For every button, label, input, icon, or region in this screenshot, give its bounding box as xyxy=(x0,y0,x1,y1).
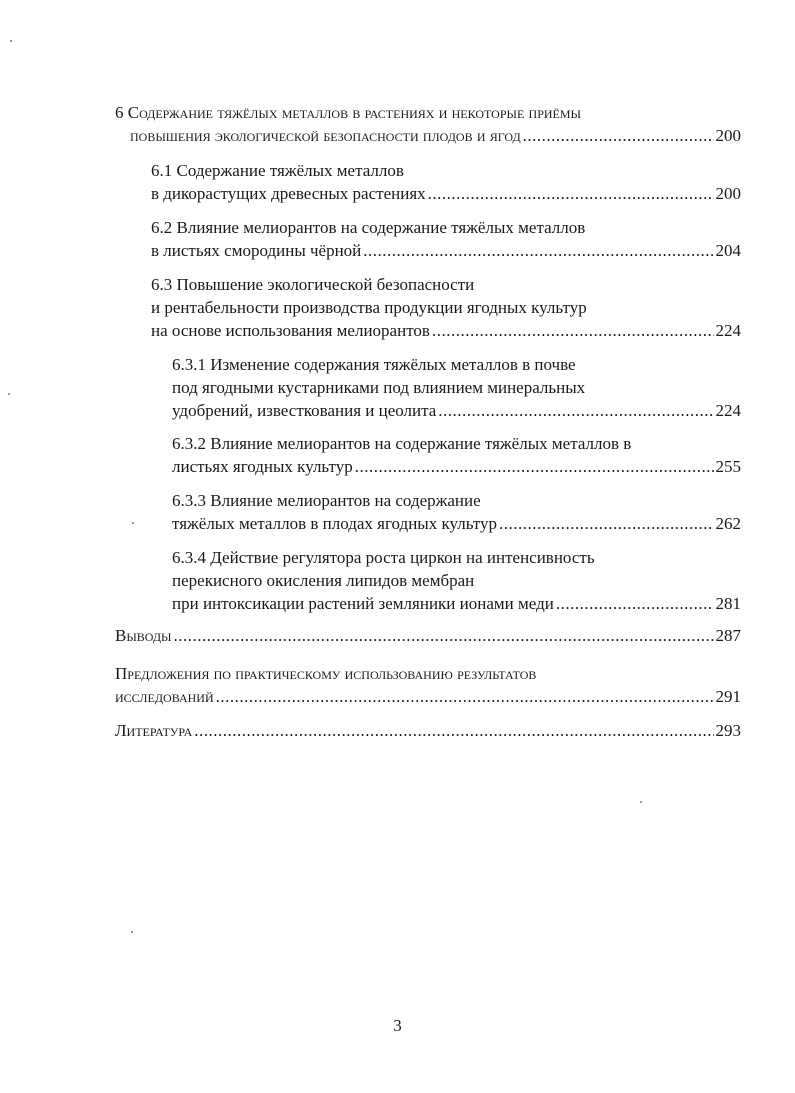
scan-speck xyxy=(8,393,10,395)
scan-speck xyxy=(132,522,134,524)
toc-title: удобрений, известкования и цеолита xyxy=(172,401,437,420)
page-ref: 291 xyxy=(715,687,741,706)
page-number: 3 xyxy=(393,1016,402,1035)
page-ref: 262 xyxy=(715,514,741,533)
toc-last-line xyxy=(151,319,741,342)
toc-title: в листьях смородины чёрной xyxy=(151,241,362,260)
toc-title: листьях ягодных культур xyxy=(172,457,353,476)
page-ref: 281 xyxy=(715,594,741,613)
leader-dots xyxy=(174,624,714,647)
leader-dots xyxy=(438,399,713,422)
toc-entry-6-3-2 xyxy=(172,432,741,478)
toc-entry-6-3 xyxy=(151,273,741,342)
leader-dots xyxy=(194,719,713,742)
toc-line: 6.3.2 Влияние мелиорантов на содержание тяжёлых металлов в xyxy=(172,434,632,453)
toc-last-line xyxy=(172,592,741,615)
leader-dots xyxy=(363,239,713,262)
page-ref: 287 xyxy=(715,626,741,645)
toc-last-line xyxy=(172,512,741,535)
leader-dots xyxy=(216,685,714,708)
toc-line: 6.3 Повышение экологической безопасности xyxy=(151,275,475,294)
page-ref: 200 xyxy=(715,184,741,203)
page-ref: 224 xyxy=(715,401,741,420)
page-ref: 224 xyxy=(715,321,741,340)
leader-dots xyxy=(523,124,714,147)
toc-line: 6.3.3 Влияние мелиорантов на содержание xyxy=(172,491,481,510)
toc-entry-proposals xyxy=(115,662,741,708)
toc-line: 6.3.4 Действие регулятора роста циркон на интенсивность xyxy=(172,548,595,567)
toc-entry-6-3-1 xyxy=(172,353,741,422)
toc-line: перекисного окисления липидов мембран xyxy=(172,571,475,590)
toc-entry-literature xyxy=(115,719,741,742)
toc-line: 6.2 Влияние мелиорантов на содержание тяжёлых металлов xyxy=(151,218,586,237)
page-ref: 204 xyxy=(715,241,741,260)
toc-title: в дикорастущих древесных растениях xyxy=(151,184,426,203)
leader-dots xyxy=(499,512,713,535)
scan-speck xyxy=(640,801,642,803)
toc-entry-6-2 xyxy=(151,216,741,262)
scan-speck xyxy=(10,40,12,42)
toc-title: Выводы xyxy=(115,626,172,645)
toc-line: 6.3.1 Изменение содержания тяжёлых металлов в почве xyxy=(172,355,576,374)
toc-line: под ягодными кустарниками под влиянием минеральных xyxy=(172,378,586,397)
toc-title: тяжёлых металлов в плодах ягодных культур xyxy=(172,514,498,533)
leader-dots xyxy=(556,592,714,615)
toc-last-line xyxy=(115,124,741,147)
toc-last-line xyxy=(172,399,741,422)
leader-dots xyxy=(432,319,714,342)
toc-entry-6-1 xyxy=(151,159,741,205)
toc-line: и рентабельности производства продукции ягодных культур xyxy=(151,298,587,317)
page-ref: 255 xyxy=(715,457,741,476)
toc-last-line xyxy=(115,685,741,708)
toc-title: на основе использования мелиорантов xyxy=(151,321,430,340)
toc-title: при интоксикации растений земляники ионами меди xyxy=(172,594,554,613)
toc-line: 6 Содержание тяжёлых металлов в растениях и некоторые приёмы xyxy=(115,103,582,122)
toc-title: повышения экологической безопасности плодов и ягод xyxy=(130,126,521,145)
toc-entry-conclusions xyxy=(115,624,741,647)
toc-last-line xyxy=(172,455,741,478)
toc-entry-6-3-4 xyxy=(172,546,741,615)
page-ref: 293 xyxy=(715,721,741,740)
scan-speck xyxy=(131,931,133,933)
leader-dots xyxy=(355,455,714,478)
toc-title: Литература xyxy=(115,721,193,740)
toc-entry-chapter-6 xyxy=(115,101,741,147)
toc-last-line xyxy=(115,719,741,742)
toc-title: исследований xyxy=(115,687,214,706)
toc-line: 6.1 Содержание тяжёлых металлов xyxy=(151,161,404,180)
toc-line: Предложения по практическому использованию результатов xyxy=(115,664,537,683)
toc-last-line xyxy=(151,239,741,262)
toc-entry-6-3-3 xyxy=(172,489,741,535)
toc-last-line xyxy=(151,182,741,205)
toc-last-line xyxy=(115,624,741,647)
leader-dots xyxy=(428,182,714,205)
page-ref: 200 xyxy=(715,126,741,145)
